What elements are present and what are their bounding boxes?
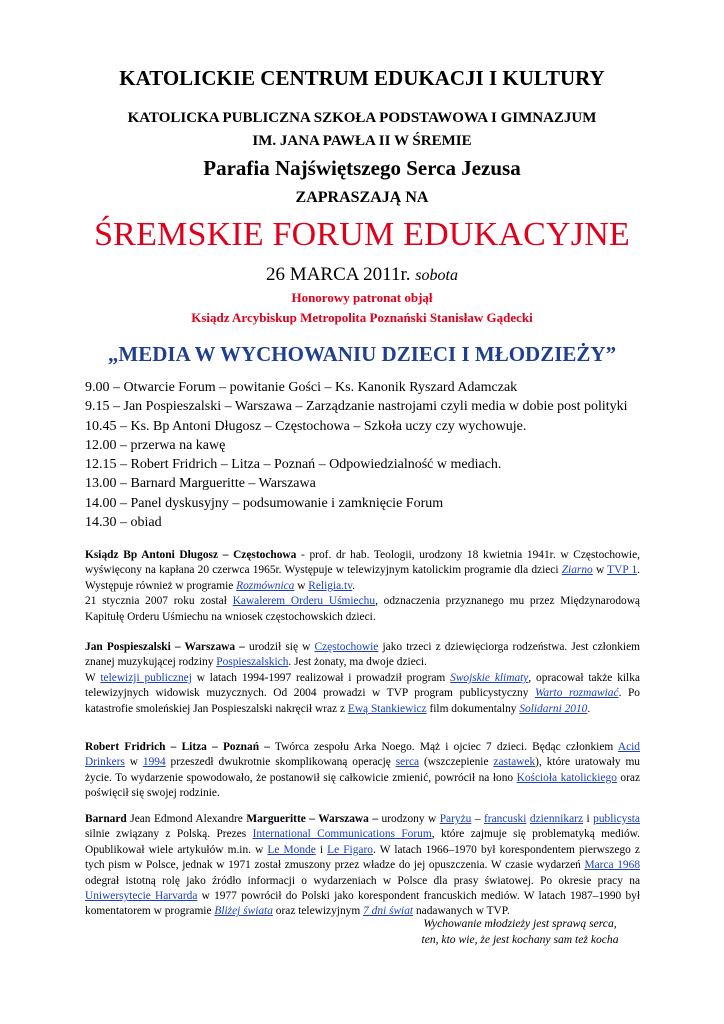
link-acid-drinkers[interactable]: Acid Drinkers	[85, 741, 640, 769]
bio-text: , opracował także kilka telewizyjnych widowisk muzycznych. Od 2004 prowadzi w TVP program publicystyczny	[85, 671, 640, 700]
bio-text: nadawanych w TVP.	[413, 905, 510, 918]
bio-text: w 1977 powrócił do Polski jako korespondent francuskich mediów. W latach 1987–1990 był komentatorem w programie	[85, 890, 640, 918]
bio-text: , odznaczenia przyznanego mu przez Międzynarodową Kapitułę Orderu Uśmiechu na wniosek częstochowskich dzieci.	[85, 595, 640, 623]
school-name-line2: IM. JANA PAWŁA II W ŚREMIE	[252, 133, 472, 149]
bio-text: .	[352, 579, 356, 592]
bio-name: Margueritte – Warszawa –	[246, 813, 379, 825]
bio-text: - prof. dr hab. Teologii, urodzony 18 kwietnia 1941r. w Częstochowie, wyświęcony na kapłana 20 czerwca 1965r. Występuje w telewizyjnym katolickim programie dla dzieci	[85, 549, 641, 577]
bio-margueritte	[85, 812, 640, 920]
quote-line: Wychowanie młodzieży jest sprawą serca,	[423, 917, 617, 930]
date-text: 26 MARCA 2011r.	[266, 264, 411, 285]
schedule-item: 9.00 – Otwarcie Forum – powitanie Gości – Ks. Kanonik Ryszard Adamczak	[85, 380, 518, 395]
bio-text: urodzony w	[378, 813, 440, 825]
link-paryz[interactable]: Paryżu	[439, 813, 472, 825]
schedule-item: 10.45 – Ks. Bp Antoni Długosz – Częstochowa – Szkoła uczy czy wychowuje.	[85, 418, 527, 434]
bio-text: w latach 1994-1997 realizował i prowadził program	[191, 671, 451, 684]
link-tvp1[interactable]: TVP 1	[607, 564, 638, 577]
bio-text: odegrał istotną rolę jako źródło informacji o wydarzeniach w Polsce dla prasy światowej. Po okresie pracy na	[85, 874, 640, 887]
link-telewizja-publiczna[interactable]: telewizji publicznej	[100, 671, 192, 684]
schedule-item: 14.00 – Panel dyskusyjny – podsumowanie i zamknięcie Forum	[85, 495, 444, 511]
event-title: ŚREMSKIE FORUM EDUKACYJNE	[94, 216, 630, 253]
schedule-list	[85, 378, 685, 532]
bio-text: w	[592, 564, 608, 577]
bio-pospieszalski	[85, 640, 640, 717]
bio-text: oraz poświęcił się swojej rodzinie.	[85, 771, 641, 800]
bio-text: . Po katastrofie smoleńskiej Jan Pospieszalski nakręcił wraz z	[85, 687, 641, 715]
bio-text: . Jest żonaty, ma dwoje dzieci.	[288, 656, 427, 669]
bio-name: Jan Pospieszalski – Warszawa –	[85, 641, 245, 653]
link-ewa-stankiewicz[interactable]: Ewą Stankiewicz	[347, 702, 427, 715]
bio-text: .	[587, 702, 591, 715]
bio-text: . Występuje również w programie	[85, 564, 640, 592]
bio-text: 21 stycznia 2007 roku został	[85, 595, 233, 608]
bio-text: w	[124, 756, 143, 769]
link-le-figaro[interactable]: Le Figaro	[327, 843, 373, 856]
bio-text: oraz telewizyjnym	[272, 905, 364, 918]
schedule-item: 14.30 – obiad	[85, 515, 162, 531]
link-kawaler-orderu[interactable]: Kawalerem Orderu Uśmiechu	[232, 595, 376, 608]
link-icf[interactable]: International Communications Forum	[252, 828, 432, 841]
link-7-dni-swiat[interactable]: 7 dni świat	[363, 905, 414, 918]
event-date	[0, 264, 724, 286]
link-czestochowa[interactable]: Częstochowie	[314, 641, 379, 653]
link-kosciol-katolicki[interactable]: Kościoła katolickiego	[516, 771, 617, 784]
bio-name: Robert Fridrich – Litza – Poznań –	[85, 741, 270, 753]
bio-text: Jean Edmond Alexandre	[126, 813, 247, 825]
bio-text: . W latach 1966–1970 był korespondentem pierwszego z tych pism w Polsce, jednak w 1971 został zmuszony przez władze do jej opuszczenia. W czasie wydarzeń	[85, 843, 640, 872]
organizer-title: KATOLICKIE CENTRUM EDUKACJI I KULTURY	[119, 66, 605, 90]
patronage-label: Honorowy patronat objął	[291, 290, 433, 305]
weekday-text: sobota	[415, 267, 458, 284]
school-name-line1: KATOLICKA PUBLICZNA SZKOŁA PODSTAWOWA I GIMNAZJUM	[127, 110, 597, 126]
link-zastawek[interactable]: zastawek	[493, 756, 536, 769]
bio-text: i	[583, 813, 594, 825]
bio-text: (wszczepienie	[419, 756, 494, 769]
link-rozmownica[interactable]: Rozmównica	[236, 579, 295, 592]
parish-name: Parafia Najświętszego Serca Jezusa	[203, 156, 521, 180]
patron-name: Ksiądz Arcybiskup Metropolita Poznański Stanisław Gądecki	[191, 310, 533, 325]
link-warto-rozmawiac[interactable]: Warto rozmawiać	[534, 687, 619, 700]
schedule-item: 13.00 – Barnard Margueritte – Warszawa	[85, 476, 316, 492]
link-harvard[interactable]: Uniwersytecie Harvarda	[85, 890, 198, 903]
bio-text: , które zajmuje się problematyką mediów. Opublikował wiele artykułów m.in. w	[85, 828, 640, 856]
link-publicysta[interactable]: publicysta	[593, 813, 640, 825]
link-religia-tv[interactable]: Religia.tv	[308, 579, 353, 592]
link-ziarno[interactable]: Ziarno	[561, 564, 593, 577]
bio-name: Barnard	[85, 813, 127, 825]
link-le-monde[interactable]: Le Monde	[267, 843, 316, 856]
event-subtitle: „MEDIA W WYCHOWANIU DZIECI I MŁODZIEŻY”	[107, 342, 617, 366]
bio-text: W	[85, 671, 101, 684]
link-solidarni-2010[interactable]: Solidarni 2010	[519, 702, 588, 715]
bio-text: przeszedł dwukrotnie skomplikowaną operację	[165, 756, 396, 769]
bio-text: urodził się w	[244, 641, 315, 653]
schedule-item: 9.15 – Jan Pospieszalski – Warszawa – Zarządzanie nastrojami czyli media w dobie post polityki	[85, 399, 628, 415]
invite-text: ZAPRASZAJĄ NA	[295, 189, 429, 206]
link-swojskie-klimaty[interactable]: Swojskie klimaty	[450, 671, 529, 684]
schedule-item: 12.15 – Robert Fridrich – Litza – Poznań – Odpowiedzialność w mediach.	[85, 457, 502, 473]
bio-dlugosz	[85, 548, 640, 625]
bio-name: Ksiądz Bp Antoni Długosz – Częstochowa	[85, 549, 297, 561]
link-blizej-swiata[interactable]: Bliżej świata	[214, 905, 273, 918]
link-dziennikarz[interactable]: dziennikarz	[529, 813, 584, 825]
bio-text: Twórca zespołu Arka Noego. Mąż i ojciec 7 dzieci. Będąc członkiem	[269, 741, 618, 753]
bio-text: ), które uratowały mu życie. To wydarzenie spowodowało, że postanowił się całkowicie zmienić, powrócił na łono	[85, 756, 640, 784]
bio-text: w	[294, 579, 309, 592]
bio-fridrich	[85, 740, 640, 802]
link-marzec-1968[interactable]: Marca 1968	[584, 859, 641, 872]
link-serca[interactable]: serca	[395, 756, 420, 769]
link-1994[interactable]: 1994	[142, 756, 166, 769]
bio-text: i	[315, 843, 328, 856]
closing-quote	[395, 916, 645, 948]
link-francuski[interactable]: francuski	[484, 813, 527, 825]
bio-text: silnie związany z Polską. Prezes	[85, 828, 253, 841]
quote-line: ten, kto wie, że jest kochany sam też kocha	[421, 933, 619, 946]
bio-text: –	[471, 813, 485, 825]
bio-text: film dokumentalny	[426, 702, 520, 715]
link-pospieszalscy[interactable]: Pospieszalskich	[216, 656, 289, 669]
schedule-item: 12.00 – przerwa na kawę	[85, 437, 226, 453]
bio-text: jako trzeci z dziewięciorga rodzeństwa. Jest członkiem znanej muzykującej rodziny	[85, 641, 640, 669]
